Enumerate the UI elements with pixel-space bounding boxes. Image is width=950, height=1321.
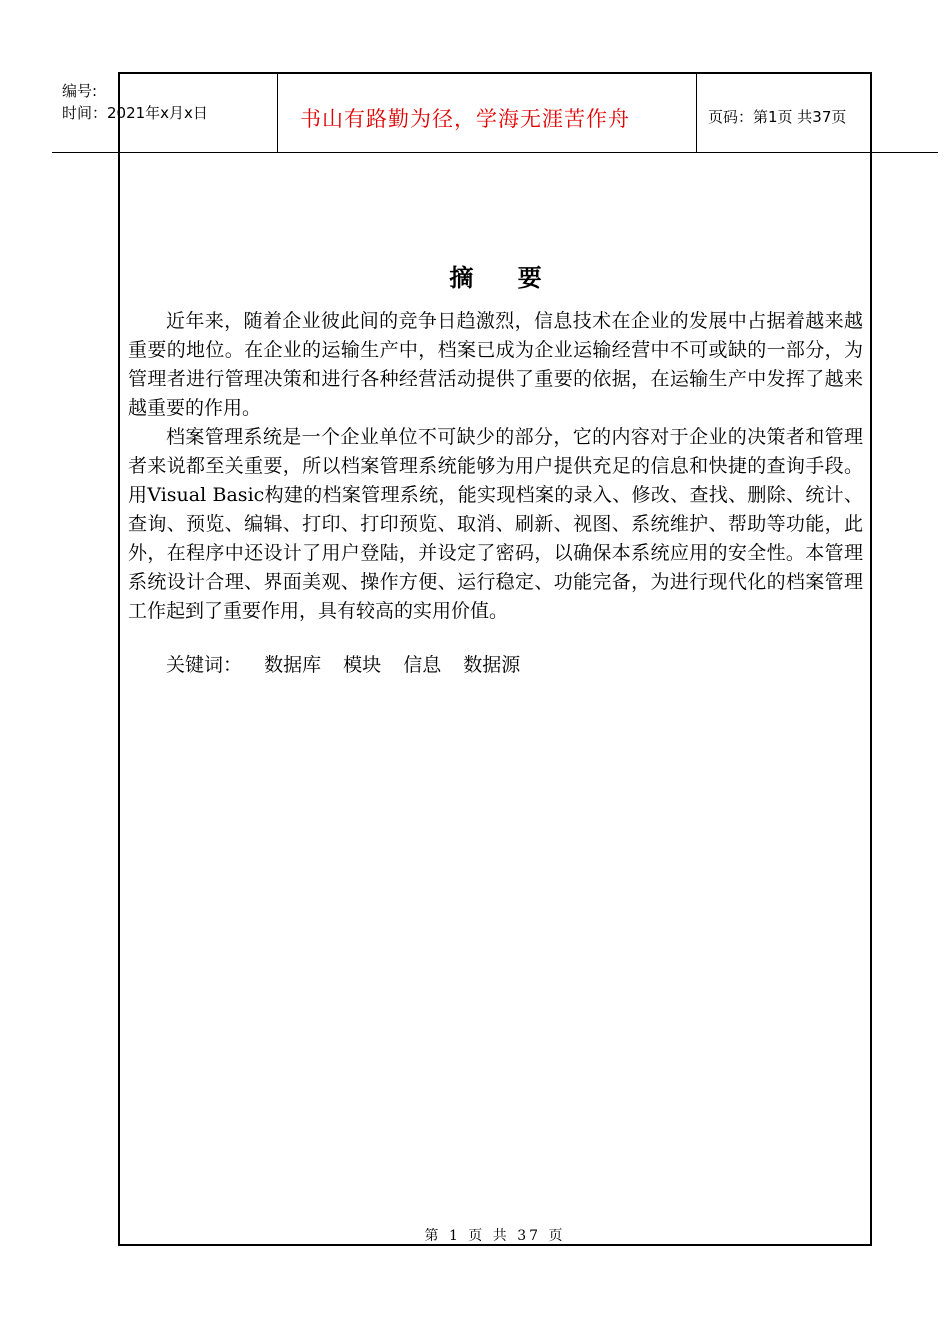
document-number-label: 编号: (62, 82, 98, 100)
abstract-paragraph-1: 近年来，随着企业彼此间的竞争日趋激烈，信息技术在企业的发展中占据着越来越重要的地位。在企业的运输生产中，档案已成为企业运输经营中不可或缺的一部分，为管理者进行管理决策和进行各种经营活动提供了重要的依据，在运输生产中发挥了越来越重要的作用。 (128, 310, 863, 419)
abstract-title: 摘 要 (449, 264, 560, 292)
document-time-label: 时间：2021年x月x日 (62, 104, 208, 122)
page-footer: 第 1 页 共 37 页 (424, 1228, 566, 1244)
header-page-info: 页码：第1页 共37页 (708, 108, 847, 126)
abstract-paragraph-2: 档案管理系统是一个企业单位不可缺少的部分，它的内容对于企业的决策者和管理者来说都至关重要，所以档案管理系统能够为用户提供充足的信息和快捷的查询手段。用Visual Basic构建的档案管理系统，能实现档案的录入、修改、查找、删除、统计、查询、预览、编辑、打印、打印预览、取消、刷新、视图、系统维护、帮助等功能，此外，在程序中还设计了用户登陆，并设定了密码，以确保本系统应用的安全性。本管理系统设计合理、界面美观、操作方便、运行稳定、功能完备，为进行现代化的档案管理工作起到了重要作用，具有较高的实用价值。 (128, 426, 863, 622)
keyword-item: 信息 (403, 654, 442, 676)
keyword-item: 模块 (343, 654, 382, 676)
document-body (128, 258, 863, 677)
keyword-item: 数据源 (463, 654, 521, 676)
keywords-line (166, 650, 863, 677)
header-motto: 书山有路勤为径，学海无涯苦作舟 (300, 107, 630, 131)
keywords-label: 关键词： (166, 654, 243, 676)
header-rule (52, 152, 938, 153)
keyword-item: 数据库 (264, 654, 322, 676)
header-divider-left (277, 72, 278, 152)
header-divider-right (696, 72, 697, 152)
